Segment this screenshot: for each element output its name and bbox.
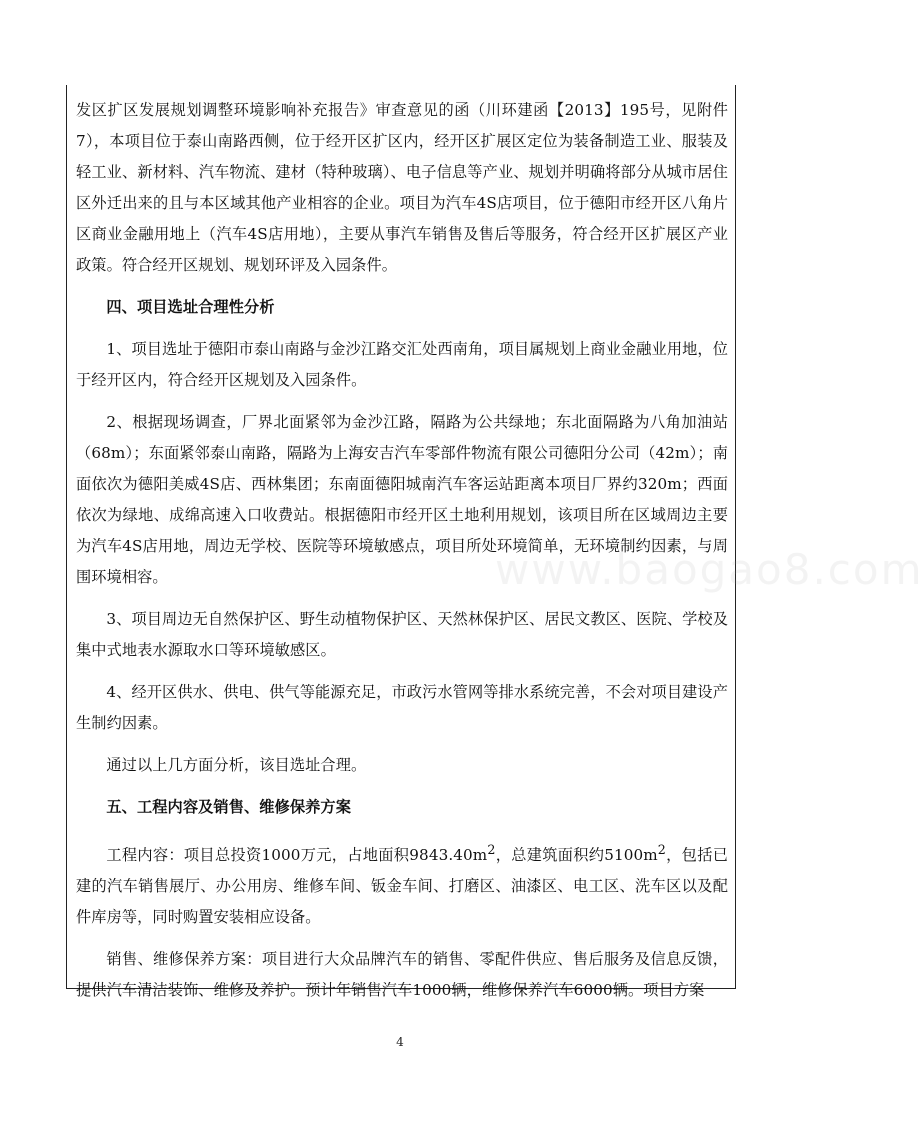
paragraph-site-item-4: 4、经开区供水、供电、供气等能源充足，市政污水管网等排水系统完善，不会对项目建设产生制约因素。 [76, 683, 728, 732]
paragraph-site-item-2: 2、根据现场调查，厂界北面紧邻为金沙江路，隔路为公共绿地；东北面隔路为八角加油站（68m）；东面紧邻泰山南路，隔路为上海安吉汽车零部件物流有限公司德阳分公司（42m）；南面依次为德阳美威4S店、西林集团；东南面德阳城南汽车客运站距离本项目厂界约320m；西面依次为绿地、成绵高速入口收费站。根据德阳市经开区土地利用规划，该项目所在区域周边主要为汽车4S店用地，周边无学校、医院等环境敏感点，项目所处环境简单，无环境制约因素，与周围环境相容。 [76, 413, 728, 586]
paragraph-site-conclusion: 通过以上几方面分析，该目选址合理。 [106, 756, 367, 774]
paragraph-sales-maintenance: 销售、维修保养方案：项目进行大众品牌汽车的销售、零配件供应、售后服务及信息反馈，提供汽车清洁装饰、维修及养护。预计年销售汽车1000辆，维修保养汽车6000辆。项目方案 [76, 950, 728, 1000]
superscript-area-unit: 2 [487, 842, 496, 857]
paragraph-site-item-3: 3、项目周边无自然保护区、野生动植物保护区、天然林保护区、居民文教区、医院、学校及集中式地表水源取水口等环境敏感区。 [76, 610, 728, 659]
watermark: www.baogao8.com [495, 545, 924, 594]
engineering-text-a: 工程内容：项目总投资1000万元，占地面积9843.40m [106, 846, 488, 865]
engineering-text-c: ，包括已建的汽车销售展厅、办公用房、维修车间、钣金车间、打磨区、油漆区、电工区、洗车区以及配件库房等，同时购置安装相应设备。 [76, 846, 728, 927]
paragraph-industry-policy: 发区扩区发展规划调整环境影响补充报告》审查意见的函（川环建函【2013】195号，见附件7），本项目位于泰山南路西侧，位于经开区扩区内，经开区扩展区定位为装备制造工业、服装及轻工业、新材料、汽车物流、建材（特种玻璃）、电子信息等产业、规划并明确将部分从城市居住区外迁出来的且与本区域其他产业相容的企业。项目为汽车4S店项目，位于德阳市经开区八角片区商业金融用地上（汽车4S店用地），主要从事汽车销售及售后等服务，符合经开区扩展区产业政策。符合经开区规划、规划环评及入园条件。 [76, 101, 728, 274]
superscript-building-unit: 2 [657, 842, 666, 857]
content-frame [66, 85, 736, 1000]
document-body [76, 95, 728, 1006]
paragraph-site-item-1: 1、项目选址于德阳市泰山南路与金沙江路交汇处西南角，项目属规划上商业金融业用地，位于经开区内，符合经开区规划及入园条件。 [76, 340, 728, 389]
page-number: 4 [396, 1035, 404, 1049]
section-heading-engineering: 五、工程内容及销售、维修保养方案 [106, 798, 351, 816]
paragraph-engineering-content [76, 834, 728, 933]
engineering-text-b: ，总建筑面积约5100m [495, 846, 658, 865]
section-heading-site-selection: 四、项目选址合理性分析 [106, 298, 275, 316]
